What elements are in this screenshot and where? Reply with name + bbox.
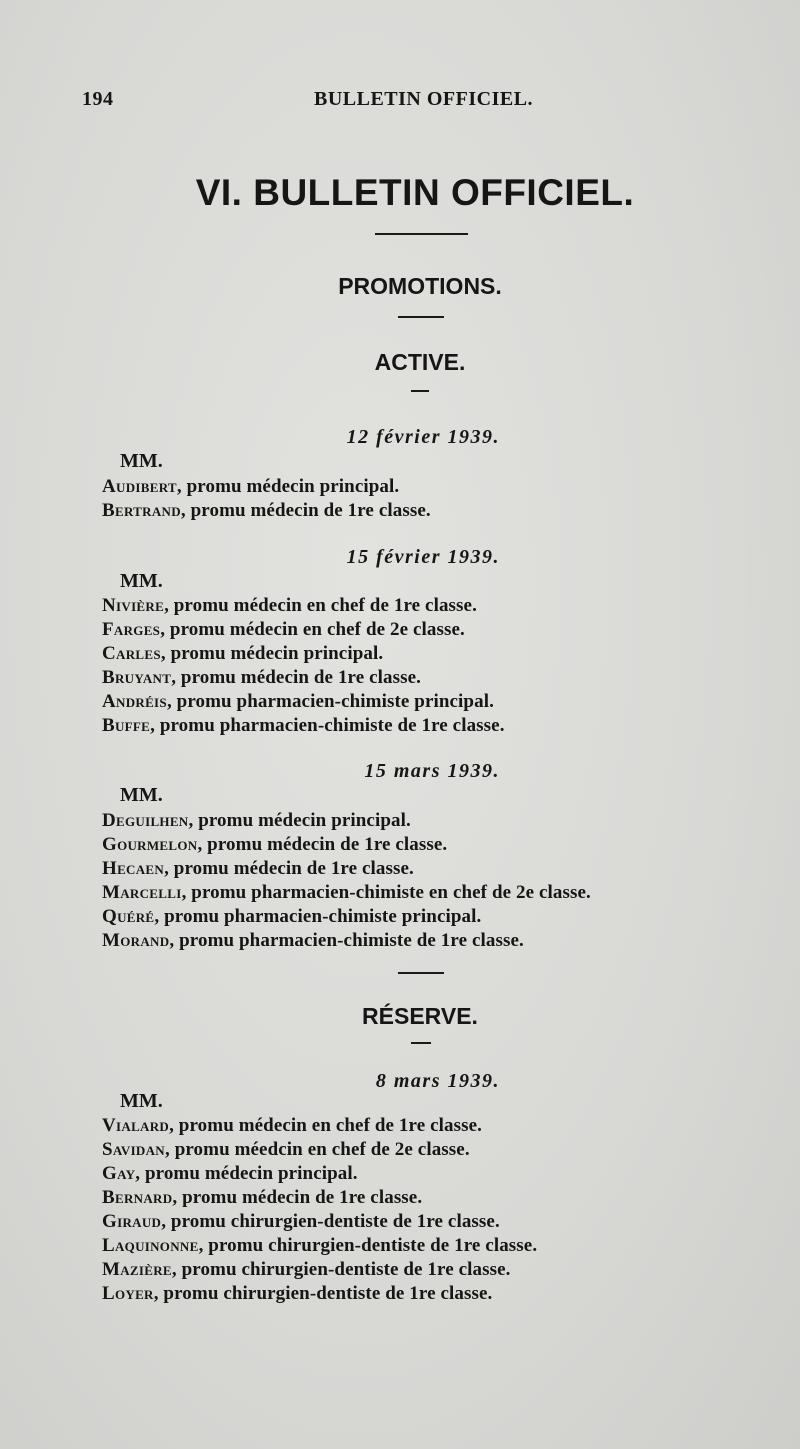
list-item: Bertrand, promu médecin de 1re classe.	[102, 500, 431, 521]
mm-label: MM.	[120, 784, 163, 806]
promotions-rule	[398, 316, 444, 318]
list-item: Savidan, promu méedcin en chef de 2e classe.	[102, 1139, 470, 1160]
running-header	[82, 88, 542, 118]
list-item: Gourmelon, promu médecin de 1re classe.	[102, 834, 448, 855]
title-rule	[375, 233, 468, 235]
list-item: Laquinonne, promu chirurgien-dentiste de 1re classe.	[102, 1235, 538, 1256]
page-number: 194	[82, 88, 114, 110]
group-date: 15 février 1939.	[346, 546, 500, 568]
list-item: Bruyant, promu médecin de 1re classe.	[102, 667, 421, 688]
list-item: Mazière, promu chirurgien-dentiste de 1re classe.	[102, 1259, 511, 1280]
list-item: Gay, promu médecin principal.	[102, 1163, 358, 1184]
list-item: Morand, promu pharmacien-chimiste de 1re classe.	[102, 930, 524, 951]
page-title: VI. BULLETIN OFFICIEL.	[195, 172, 635, 213]
group-date: 8 mars 1939.	[375, 1070, 500, 1092]
list-item: Hecaen, promu médecin de 1re classe.	[102, 858, 414, 879]
reserve-rule	[411, 1042, 431, 1044]
list-item: Bernard, promu médecin de 1re classe.	[102, 1187, 423, 1208]
promotions-heading: PROMOTIONS.	[338, 273, 502, 299]
active-rule	[411, 390, 429, 392]
list-item: Nivière, promu médecin en chef de 1re classe.	[102, 595, 477, 616]
list-item: Audibert, promu médecin principal.	[102, 476, 400, 497]
reserve-heading: RÉSERVE.	[362, 1003, 478, 1029]
list-item: Vialard, promu médecin en chef de 1re classe.	[102, 1115, 482, 1136]
group-date: 15 mars 1939.	[364, 760, 500, 782]
list-item: Deguilhen, promu médecin principal.	[102, 810, 411, 831]
list-item: Buffe, promu pharmacien-chimiste de 1re classe.	[102, 715, 505, 736]
mm-label: MM.	[120, 1090, 163, 1112]
list-item: Giraud, promu chirurgien-dentiste de 1re classe.	[102, 1211, 500, 1232]
running-title: BULLETIN OFFICIEL.	[314, 88, 534, 110]
list-item: Carles, promu médecin principal.	[102, 643, 384, 664]
list-item: Quéré, promu pharmacien-chimiste principal.	[102, 906, 482, 927]
list-item: Marcelli, promu pharmacien-chimiste en chef de 2e classe.	[102, 882, 591, 903]
list-item: Andréis, promu pharmacien-chimiste principal.	[102, 691, 494, 712]
group-date: 12 février 1939.	[346, 426, 500, 448]
mm-label: MM.	[120, 450, 163, 472]
list-item: Farges, promu médecin en chef de 2e classe.	[102, 619, 465, 640]
active-heading: ACTIVE.	[374, 349, 466, 375]
list-item: Loyer, promu chirurgien-dentiste de 1re classe.	[102, 1283, 493, 1304]
reserve-rule-top	[398, 972, 444, 974]
mm-label: MM.	[120, 570, 163, 592]
